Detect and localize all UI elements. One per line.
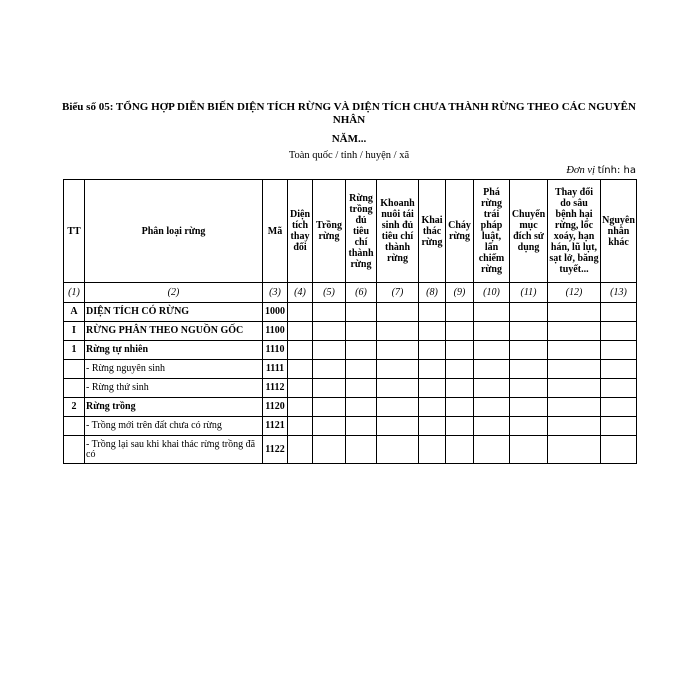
value-cell xyxy=(419,436,446,464)
header-cell: Mã xyxy=(263,180,288,283)
value-cell xyxy=(419,360,446,379)
column-number: (8) xyxy=(419,283,446,303)
header-cell: Cháy rừng xyxy=(446,180,474,283)
value-cell xyxy=(419,341,446,360)
column-number-row xyxy=(64,283,637,303)
column-number: (4) xyxy=(288,283,313,303)
header-cell: Thay đổi do sâu bệnh hại rừng, lốc xoáy, hạn hán, lũ lụt, sạt lở, băng tuyết... xyxy=(548,180,601,283)
table-row xyxy=(64,379,637,398)
report-title: Biểu số 05: TỔNG HỢP DIỄN BIẾN DIỆN TÍCH RỪNG VÀ DIỆN TÍCH CHƯA THÀNH RỪNG THEO CÁC NGUYÊN NHÂN xyxy=(62,101,636,126)
forest-category: - Trồng mới trên đất chưa có rừng xyxy=(85,417,263,436)
column-number: (11) xyxy=(510,283,548,303)
header-cell: Nguyên nhân khác xyxy=(601,180,637,283)
value-cell xyxy=(346,417,377,436)
value-cell xyxy=(377,360,419,379)
value-cell xyxy=(601,303,637,322)
value-cell xyxy=(446,417,474,436)
value-cell xyxy=(548,322,601,341)
value-cell xyxy=(474,341,510,360)
value-cell xyxy=(313,379,346,398)
header-cell: Trồng rừng xyxy=(313,180,346,283)
column-number: (7) xyxy=(377,283,419,303)
column-number: (5) xyxy=(313,283,346,303)
row-code: 1121 xyxy=(263,417,288,436)
forest-category: - Rừng thứ sinh xyxy=(85,379,263,398)
column-number: (13) xyxy=(601,283,637,303)
value-cell xyxy=(601,360,637,379)
value-cell xyxy=(377,341,419,360)
value-cell xyxy=(346,436,377,464)
value-cell xyxy=(419,303,446,322)
header-cell: Diện tích thay đổi xyxy=(288,180,313,283)
value-cell xyxy=(510,379,548,398)
value-cell xyxy=(288,341,313,360)
value-cell xyxy=(419,379,446,398)
column-number: (1) xyxy=(64,283,85,303)
row-code: 1110 xyxy=(263,341,288,360)
row-index: I xyxy=(64,322,85,341)
header-cell: Phá rừng trái pháp luật, lấn chiếm rừng xyxy=(474,180,510,283)
value-cell xyxy=(601,398,637,417)
table-row xyxy=(64,398,637,417)
forest-category: - Trồng lại sau khi khai thác rừng trồng đã có xyxy=(85,436,263,464)
unit-value: tính: ha xyxy=(597,165,636,176)
value-cell xyxy=(288,303,313,322)
value-cell xyxy=(446,436,474,464)
value-cell xyxy=(548,436,601,464)
value-cell xyxy=(313,341,346,360)
row-index xyxy=(64,436,85,464)
value-cell xyxy=(346,379,377,398)
column-number: (3) xyxy=(263,283,288,303)
value-cell xyxy=(510,303,548,322)
forest-category: Rừng trồng xyxy=(85,398,263,417)
table-row xyxy=(64,436,637,464)
value-cell xyxy=(377,322,419,341)
column-number: (2) xyxy=(85,283,263,303)
header-cell: Phân loại rừng xyxy=(85,180,263,283)
row-code: 1111 xyxy=(263,360,288,379)
value-cell xyxy=(346,322,377,341)
value-cell xyxy=(474,398,510,417)
value-cell xyxy=(474,379,510,398)
forest-category: - Rừng nguyên sinh xyxy=(85,360,263,379)
row-index: A xyxy=(64,303,85,322)
value-cell xyxy=(313,417,346,436)
column-number: (10) xyxy=(474,283,510,303)
value-cell xyxy=(288,360,313,379)
value-cell xyxy=(601,341,637,360)
value-cell xyxy=(346,303,377,322)
value-cell xyxy=(288,436,313,464)
value-cell xyxy=(510,360,548,379)
row-index: 2 xyxy=(64,398,85,417)
table-row xyxy=(64,322,637,341)
value-cell xyxy=(601,417,637,436)
report-scope: Toàn quốc / tỉnh / huyện / xã xyxy=(288,150,410,161)
table-row xyxy=(64,341,637,360)
value-cell xyxy=(313,322,346,341)
header-row xyxy=(64,180,637,283)
value-cell xyxy=(548,360,601,379)
value-cell xyxy=(510,417,548,436)
row-index: 1 xyxy=(64,341,85,360)
value-cell xyxy=(474,417,510,436)
header-cell: Khai thác rừng xyxy=(419,180,446,283)
header-cell: Chuyển mục đích sử dụng xyxy=(510,180,548,283)
value-cell xyxy=(548,341,601,360)
value-cell xyxy=(474,303,510,322)
value-cell xyxy=(548,398,601,417)
value-cell xyxy=(346,341,377,360)
value-cell xyxy=(446,303,474,322)
value-cell xyxy=(474,360,510,379)
table-row xyxy=(64,360,637,379)
value-cell xyxy=(419,322,446,341)
value-cell xyxy=(446,379,474,398)
column-number: (12) xyxy=(548,283,601,303)
value-cell xyxy=(510,398,548,417)
forest-category: DIỆN TÍCH CÓ RỪNG xyxy=(85,303,263,322)
row-code: 1122 xyxy=(263,436,288,464)
value-cell xyxy=(288,417,313,436)
unit-label: Đơn vị xyxy=(566,165,595,176)
value-cell xyxy=(548,303,601,322)
table-body xyxy=(64,303,637,464)
header-cell: Khoanh nuôi tái sinh đủ tiêu chí thành rừng xyxy=(377,180,419,283)
value-cell xyxy=(446,398,474,417)
value-cell xyxy=(601,436,637,464)
column-number: (6) xyxy=(346,283,377,303)
value-cell xyxy=(346,398,377,417)
forest-area-table xyxy=(63,179,637,464)
value-cell xyxy=(601,322,637,341)
value-cell xyxy=(346,360,377,379)
value-cell xyxy=(510,341,548,360)
value-cell xyxy=(510,322,548,341)
row-index xyxy=(64,417,85,436)
forest-category: Rừng tự nhiên xyxy=(85,341,263,360)
header-cell: Rừng trồng đủ tiêu chí thành rừng xyxy=(346,180,377,283)
value-cell xyxy=(377,398,419,417)
value-cell xyxy=(601,379,637,398)
value-cell xyxy=(548,417,601,436)
value-cell xyxy=(313,360,346,379)
value-cell xyxy=(313,398,346,417)
value-cell xyxy=(510,436,548,464)
value-cell xyxy=(446,322,474,341)
value-cell xyxy=(313,436,346,464)
value-cell xyxy=(377,379,419,398)
header-cell: TT xyxy=(64,180,85,283)
value-cell xyxy=(446,360,474,379)
value-cell xyxy=(548,379,601,398)
value-cell xyxy=(474,436,510,464)
table-row xyxy=(64,417,637,436)
value-cell xyxy=(419,417,446,436)
value-cell xyxy=(419,398,446,417)
row-index xyxy=(64,379,85,398)
forest-category: RỪNG PHÂN THEO NGUỒN GỐC xyxy=(85,322,263,341)
value-cell xyxy=(446,341,474,360)
value-cell xyxy=(288,322,313,341)
row-code: 1100 xyxy=(263,322,288,341)
value-cell xyxy=(288,379,313,398)
value-cell xyxy=(377,303,419,322)
table-row xyxy=(64,303,637,322)
row-index xyxy=(64,360,85,379)
value-cell xyxy=(313,303,346,322)
unit-note xyxy=(566,165,636,176)
report-year: NĂM... xyxy=(331,133,367,145)
value-cell xyxy=(474,322,510,341)
row-code: 1112 xyxy=(263,379,288,398)
column-number: (9) xyxy=(446,283,474,303)
value-cell xyxy=(377,436,419,464)
row-code: 1000 xyxy=(263,303,288,322)
row-code: 1120 xyxy=(263,398,288,417)
value-cell xyxy=(377,417,419,436)
value-cell xyxy=(288,398,313,417)
